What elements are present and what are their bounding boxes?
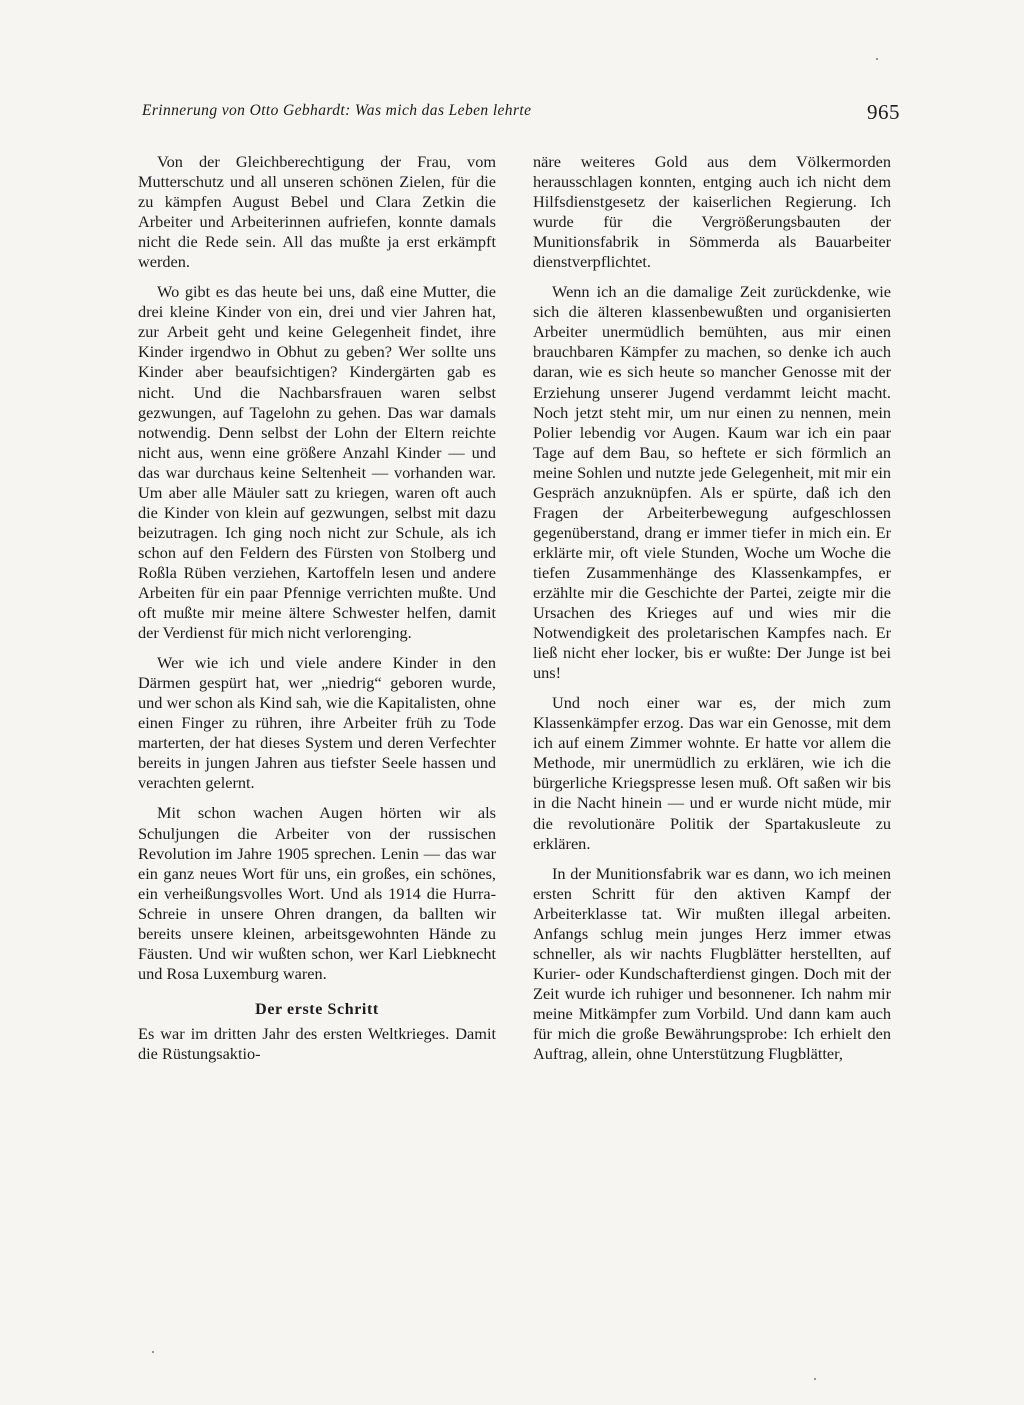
paragraph: Und noch einer war es, der mich zum Klassenkämpfer erzog. Das war ein Genosse, mit dem ich auf einem Zimmer wohnte. Er hatte vor allem die Methode, mir unermüdlich zu erklären, wie ich die bürgerliche Kriegspresse lesen muß. Oft saßen wir bis in die Nacht hinein — und er wurde nicht müde, mir die revolutionäre Politik der Spartakusleute zu erklären. xyxy=(533,693,891,853)
paragraph: Es war im dritten Jahr des ersten Weltkrieges. Damit die Rüstungsaktio- xyxy=(138,1023,496,1063)
right-column xyxy=(533,152,891,1074)
paragraph: Wer wie ich und viele andere Kinder in den Därmen gespürt hat, wer „niedrig“ geboren wurde, und wer schon als Kind sah, wie die Kapitalisten, ohne einen Finger zu rühren, ihre Arbeiter früh zu Tode marterten, der hat dieses System und deren Verfechter bereits in jungen Jahren aus tiefster Seele hassen und verachten gelernt. xyxy=(138,653,496,793)
running-head: Erinnerung von Otto Gebhardt: Was mich das Leben lehrte xyxy=(142,102,532,119)
paragraph: Mit schon wachen Augen hörten wir als Schuljungen die Arbeiter von der russischen Revolution im Jahre 1905 sprechen. Lenin — das war ein ganz neues Wort für uns, ein großes, ein schönes, ein verheißungsvolles Wort. Und als 1914 die Hurra-Schreie in unsere Ohren drangen, da ballten wir bereits unsere kleinen, arbeitsgewohnten Hände zu Fäusten. Und wir wußten schon, wer Karl Liebknecht und Rosa Luxemburg waren. xyxy=(138,803,496,983)
paragraph: Wenn ich an die damalige Zeit zurückdenke, wie sich die älteren klassenbewußten und organisierten Arbeiter unermüdlich bemühten, aus mir einen brauchbaren Kämpfer zu machen, so denke ich auch daran, wie es sich heute so mancher Genosse mit der Erziehung unserer Jugend verdammt leicht macht. Noch jetzt steht mir, um nur einen zu nennen, mein Polier lebendig vor Augen. Kaum war ich ein paar Tage auf dem Bau, so heftete er sich förmlich an meine Sohlen und nutzte jede Gelegenheit, mit mir ein Gespräch anzuknüpfen. Als er spürte, daß ich den Fragen der Arbeiterbewegung aufgeschlossen gegenüberstand, drang er immer tiefer in mich ein. Er erklärte mir, oft viele Stunden, Woche um Woche die tiefen Zusammenhänge des Klassenkampfes, er erzählte mir die Geschichte der Partei, zeigte mir die Ursachen des Krieges auf und wies mir die Notwendigkeit des proletarischen Kampfes nach. Er ließ nicht eher locker, bis er wußte: Der Junge ist bei uns! xyxy=(533,282,891,683)
paper-speck xyxy=(814,1378,816,1380)
paragraph: Von der Gleichberechtigung der Frau, vom Mutterschutz und all unseren schönen Zielen, für die zu kämpfen August Bebel und Clara Zetkin die Arbeiter und Arbeiterinnen aufriefen, konnte damals nicht die Rede sein. All das mußte ja erst erkämpft werden. xyxy=(138,152,496,272)
paper-speck xyxy=(876,58,878,60)
section-heading: Der erste Schritt xyxy=(255,1000,379,1018)
page-number: 965 xyxy=(867,100,900,124)
page-header xyxy=(142,100,900,134)
paragraph: Wo gibt es das heute bei uns, daß eine Mutter, die drei kleine Kinder von ein, drei und vier Jahren hat, zur Arbeit geht und keine Gelegenheit findet, ihre Kinder irgendwo in Obhut zu geben? Wer sollte uns Kinder aber beaufsichtigen? Kindergärten gab es nicht. Und die Nachbarsfrauen waren selbst gezwungen, auf Tagelohn zu gehen. Das war damals notwendig. Denn selbst der Lohn der Eltern reichte nicht aus, wenn eine größere Anzahl Kinder — und das war durchaus keine Seltenheit — vorhanden war. Um aber alle Mäuler satt zu kriegen, waren oft auch die Kinder von klein auf gezwungen, selbst mit dazu beizutragen. Ich ging noch nicht zur Schule, als ich schon auf den Feldern des Fürsten von Stolberg und Roßla Rüben verziehen, Kartoffeln lesen und andere Arbeiten für ein paar Pfennige verrichten mußte. Und oft mußte mir meine ältere Schwester helfen, damit der Verdienst für mich nicht verlorenging. xyxy=(138,282,496,643)
left-column xyxy=(138,152,496,1074)
paper-speck xyxy=(152,1351,154,1353)
paragraph: näre weiteres Gold aus dem Völkermorden herausschlagen konnten, entging auch ich nicht dem Hilfsdienstgesetz der kaiserlichen Regierung. Ich wurde für die Vergrößerungsbauten der Munitionsfabrik in Sömmerda als Bauarbeiter dienstverpflichtet. xyxy=(533,152,891,272)
paragraph: In der Munitionsfabrik war es dann, wo ich meinen ersten Schritt für den aktiven Kampf der Arbeiterklasse tat. Wir mußten illegal arbeiten. Anfangs schlug mein junges Herz immer etwas schneller, als wir nachts Flugblätter herstellten, auf Kurier- oder Kundschafterdienst gingen. Doch mit der Zeit wurde ich ruhiger und besonnener. Ich nahm mir meine Mitkämpfer zum Vorbild. Und dann kam auch für mich die große Bewährungsprobe: Ich erhielt den Auftrag, allein, ohne Unterstützung Flugblätter, xyxy=(533,863,891,1064)
